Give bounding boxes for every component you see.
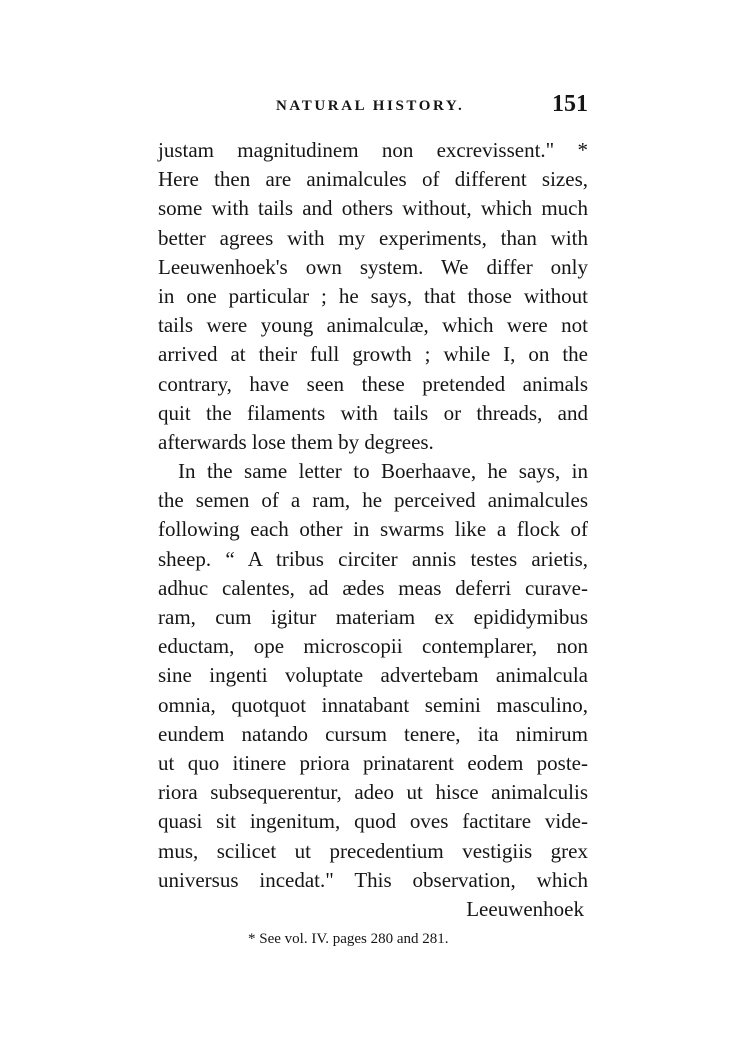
page-number: 151 bbox=[552, 91, 588, 117]
running-title: NATURAL HISTORY. bbox=[276, 98, 465, 114]
text-line: in one particular ; he says, that those without bbox=[158, 283, 588, 308]
text-line: riora subsequerentur, adeo ut hisce animalculis bbox=[158, 780, 588, 805]
footnote: * See vol. IV. pages 280 and 281. bbox=[248, 931, 449, 947]
catchword: Leeuwenhoek bbox=[466, 896, 584, 921]
text-line: mus, scilicet ut precedentium vestigiis grex bbox=[158, 838, 588, 863]
running-head bbox=[158, 91, 596, 122]
text-line: the semen of a ram, he perceived animalcules bbox=[158, 488, 588, 513]
text-line: arrived at their full growth ; while I, on the bbox=[158, 342, 588, 367]
text-line: eundem natando cursum tenere, ita nimirum bbox=[158, 721, 588, 746]
text-line: Leeuwenhoek's own system. We differ only bbox=[158, 254, 588, 279]
text-line: some with tails and others without, which much bbox=[158, 196, 588, 221]
text-line: sheep. “ A tribus circiter annis testes arietis, bbox=[158, 546, 588, 571]
text-line: justam magnitudinem non excrevissent." * bbox=[158, 138, 588, 162]
text-line: sine ingenti voluptate advertebam animalcula bbox=[158, 663, 588, 688]
text-line: quasi sit ingenitum, quod oves factitare vide- bbox=[158, 809, 588, 834]
text-line: Here then are animalcules of different sizes, bbox=[158, 167, 588, 192]
text-line: better agrees with my experiments, than with bbox=[158, 225, 588, 250]
paragraph-end-line: afterwards lose them by degrees. bbox=[158, 429, 434, 454]
body-text bbox=[158, 136, 588, 924]
text-line: universus incedat." This observation, which bbox=[158, 867, 588, 892]
text-line: adhuc calentes, ad ædes meas deferri curave- bbox=[158, 575, 588, 600]
paragraph-start-line: In the same letter to Boerhaave, he says, in bbox=[178, 459, 588, 484]
text-line: quit the filaments with tails or threads, and bbox=[158, 400, 588, 425]
text-line: contrary, have seen these pretended animals bbox=[158, 371, 588, 396]
text-line: eductam, ope microscopii contemplarer, non bbox=[158, 634, 588, 659]
text-line: ram, cum igitur materiam ex epididymibus bbox=[158, 605, 588, 629]
text-line: following each other in swarms like a flock of bbox=[158, 517, 588, 542]
text-line: tails were young animalculæ, which were not bbox=[158, 313, 588, 338]
text-line: ut quo itinere priora prinatarent eodem poste- bbox=[158, 750, 588, 775]
text-line: omnia, quotquot innatabant semini masculino, bbox=[158, 692, 588, 717]
